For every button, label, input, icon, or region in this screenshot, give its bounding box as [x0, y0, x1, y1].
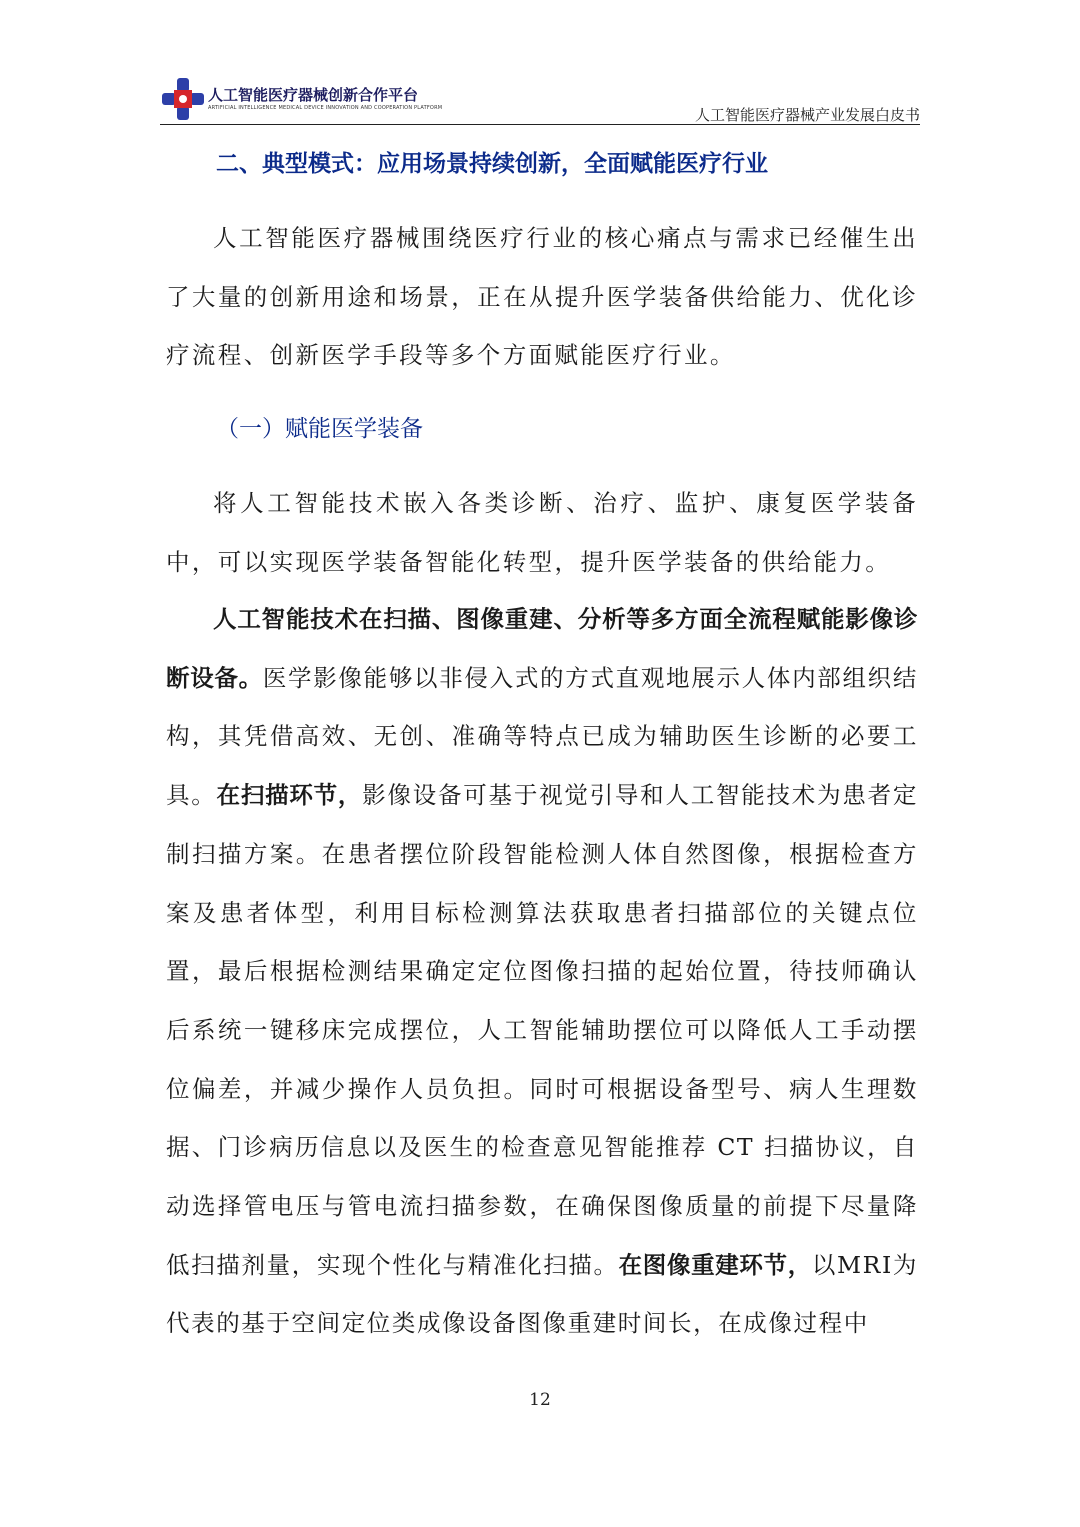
document-title: 人工智能医疗器械产业发展白皮书	[694, 106, 920, 124]
org-name: 人工智能医疗器械创新合作平台	[208, 86, 419, 104]
page-number: 12	[529, 1390, 551, 1410]
subsection-intro-paragraph: 将人工智能技术嵌入各类诊断、治疗、监护、康复医学装备中，可以实现医学装备智能化转型，提升医学装备的供给能力。	[166, 489, 918, 576]
paragraph-text-1: 医学影像能够以非侵入式的方式直观地展示人体内部组织结构，其凭借高效、无创、准确等特点已成为辅助医生诊断的必要工具。	[166, 663, 918, 810]
platform-logo-icon	[160, 76, 206, 122]
paragraph-text-2: 影像设备可基于视觉引导和人工智能技术为患者定制扫描方案。在患者摆位阶段智能检测人体自然图像，根据检查方案及患者体型，利用目标检测算法获取患者扫描部位的关键点位置，最后根据检测结果确定定位图像扫描的起始位置，待技师确认后系统一键移床完成摆位，人工智能辅助摆位可以降低人工手动摆位偏差，并减少操作人员负担。同时可根据设备型号、病人生理数据、门诊病历信息以及医生的检查意见智能推荐 CT 扫描协议，自动选择管电压与管电流扫描参数，在确保图像质量的前提下尽量降低扫描剂量，实现个性化与精准化扫描。	[166, 781, 918, 1279]
scan-stage-bold: 在扫描环节，	[216, 781, 363, 810]
subsection-heading: （一）赋能医学装备	[216, 416, 423, 442]
imaging-paragraph	[166, 590, 918, 1353]
reconstruction-stage-bold: 在图像重建环节，	[618, 1250, 812, 1279]
section-heading: 二、典型模式：应用场景持续创新，全面赋能医疗行业	[216, 151, 768, 177]
header-divider	[160, 124, 920, 125]
section-intro-paragraph: 人工智能医疗器械围绕医疗行业的核心痛点与需求已经催生出了大量的创新用途和场景，正在从提升医学装备供给能力、优化诊疗流程、创新医学手段等多个方面赋能医疗行业。	[166, 224, 918, 370]
lead-bold-text: 人工智能技术在扫描、图像重建、分析等多方面全流程赋能影像诊断设备。	[166, 605, 918, 692]
page-header	[160, 68, 920, 126]
org-subtitle: ARTIFICIAL INTELLIGENCE MEDICAL DEVICE INNOVATION AND COOPERATION PLATFORM	[208, 105, 443, 111]
paragraph-text-3: 以MRI为代表的基于空间定位类成像设备图像重建时间长，在成像过程中	[166, 1250, 918, 1338]
